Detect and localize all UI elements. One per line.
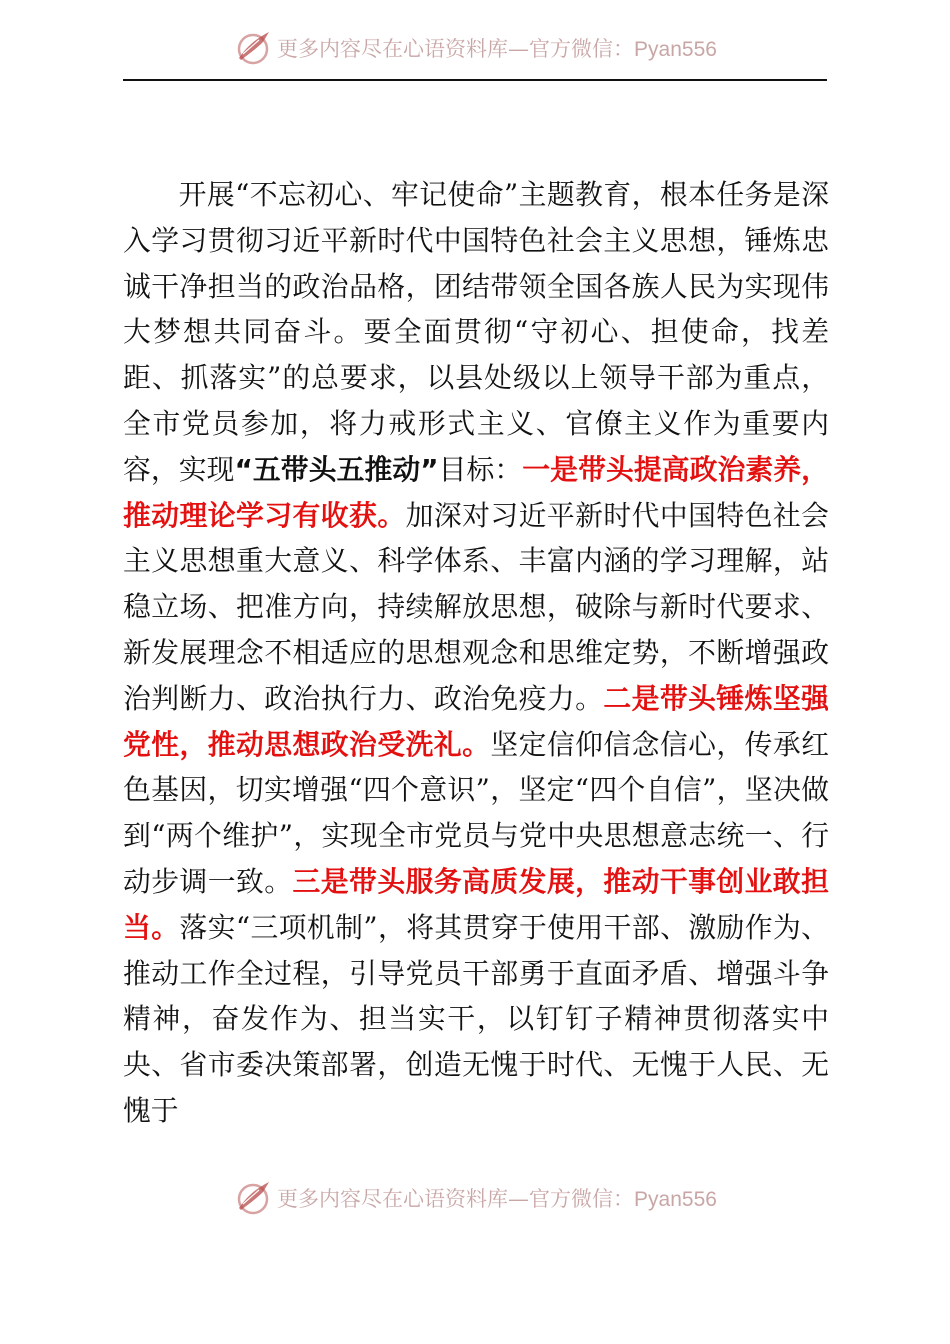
red-heading-3: 三是带头服务高质发展，推动干事创业敢担当。: [123, 864, 829, 944]
header-divider: [123, 79, 827, 81]
text-segment: 落实“三项机制”，将其贯穿于使用干部、激励作为、推动工作全过程，引导党员干部勇于直面矛盾、增强斗争精神，奋发作为、担当实干，以钉钉子精神贯彻落实中央、省市委决策部署，创造无愧于时代、无愧于人民、无愧于: [123, 910, 829, 1127]
header-banner: [0, 18, 950, 78]
pen-circle-logo-icon: [233, 28, 273, 68]
red-heading-1: 一是带头提高政治素养，推动理论学习有收获。: [123, 452, 829, 532]
wechat-id: Pyan556: [634, 1188, 717, 1211]
text-segment: 坚定信仰信念信心，传承红色基因，切实增强“四个意识”，坚定“四个自信”，坚决做到“两个维护”，实现全市党员与党中央思想意志统一、行动步调一致。: [123, 727, 829, 898]
text-segment: 开展“不忘初心、牢记使命”主题教育，根本任务是深入学习贯彻习近平新时代中国特色社会主义思想，锤炼忠诚干净担当的政治品格，团结带领全国各族人民为实现伟大梦想共同奋斗。要全面贯彻“守初心、担使命，找差距、抓落实”的总要求，以县处级以上领导干部为重点，全市党员参加，将力戒形式主义、官僚主义作为重要内容，实现: [123, 178, 829, 486]
brand-banner: [233, 1178, 717, 1218]
brand-text: 更多内容尽在心语资料库—官方微信：Pyan556: [277, 37, 717, 61]
brand-banner: [233, 28, 717, 68]
text-segment: 加深对习近平新时代中国特色社会主义思想重大意义、科学体系、丰富内涵的学习理解，站稳立场、把准方向，持续解放思想，破除与新时代要求、新发展理念不相适应的思想观念和思维定势，不断增强政治判断力、政治执行力、政治免疫力。: [123, 498, 829, 715]
red-heading-2: 二是带头锤炼坚强党性，推动思想政治受洗礼。: [123, 681, 829, 761]
paragraph: [123, 172, 829, 1134]
text-segment: 目标：: [438, 452, 523, 486]
footer-banner: [0, 1168, 950, 1228]
wechat-id: Pyan556: [634, 38, 717, 61]
pen-circle-logo-icon: [233, 1178, 273, 1218]
document-body: [123, 172, 829, 1134]
bold-phrase: “五带头五推动”: [234, 452, 439, 486]
brand-text: 更多内容尽在心语资料库—官方微信：Pyan556: [277, 1187, 717, 1211]
